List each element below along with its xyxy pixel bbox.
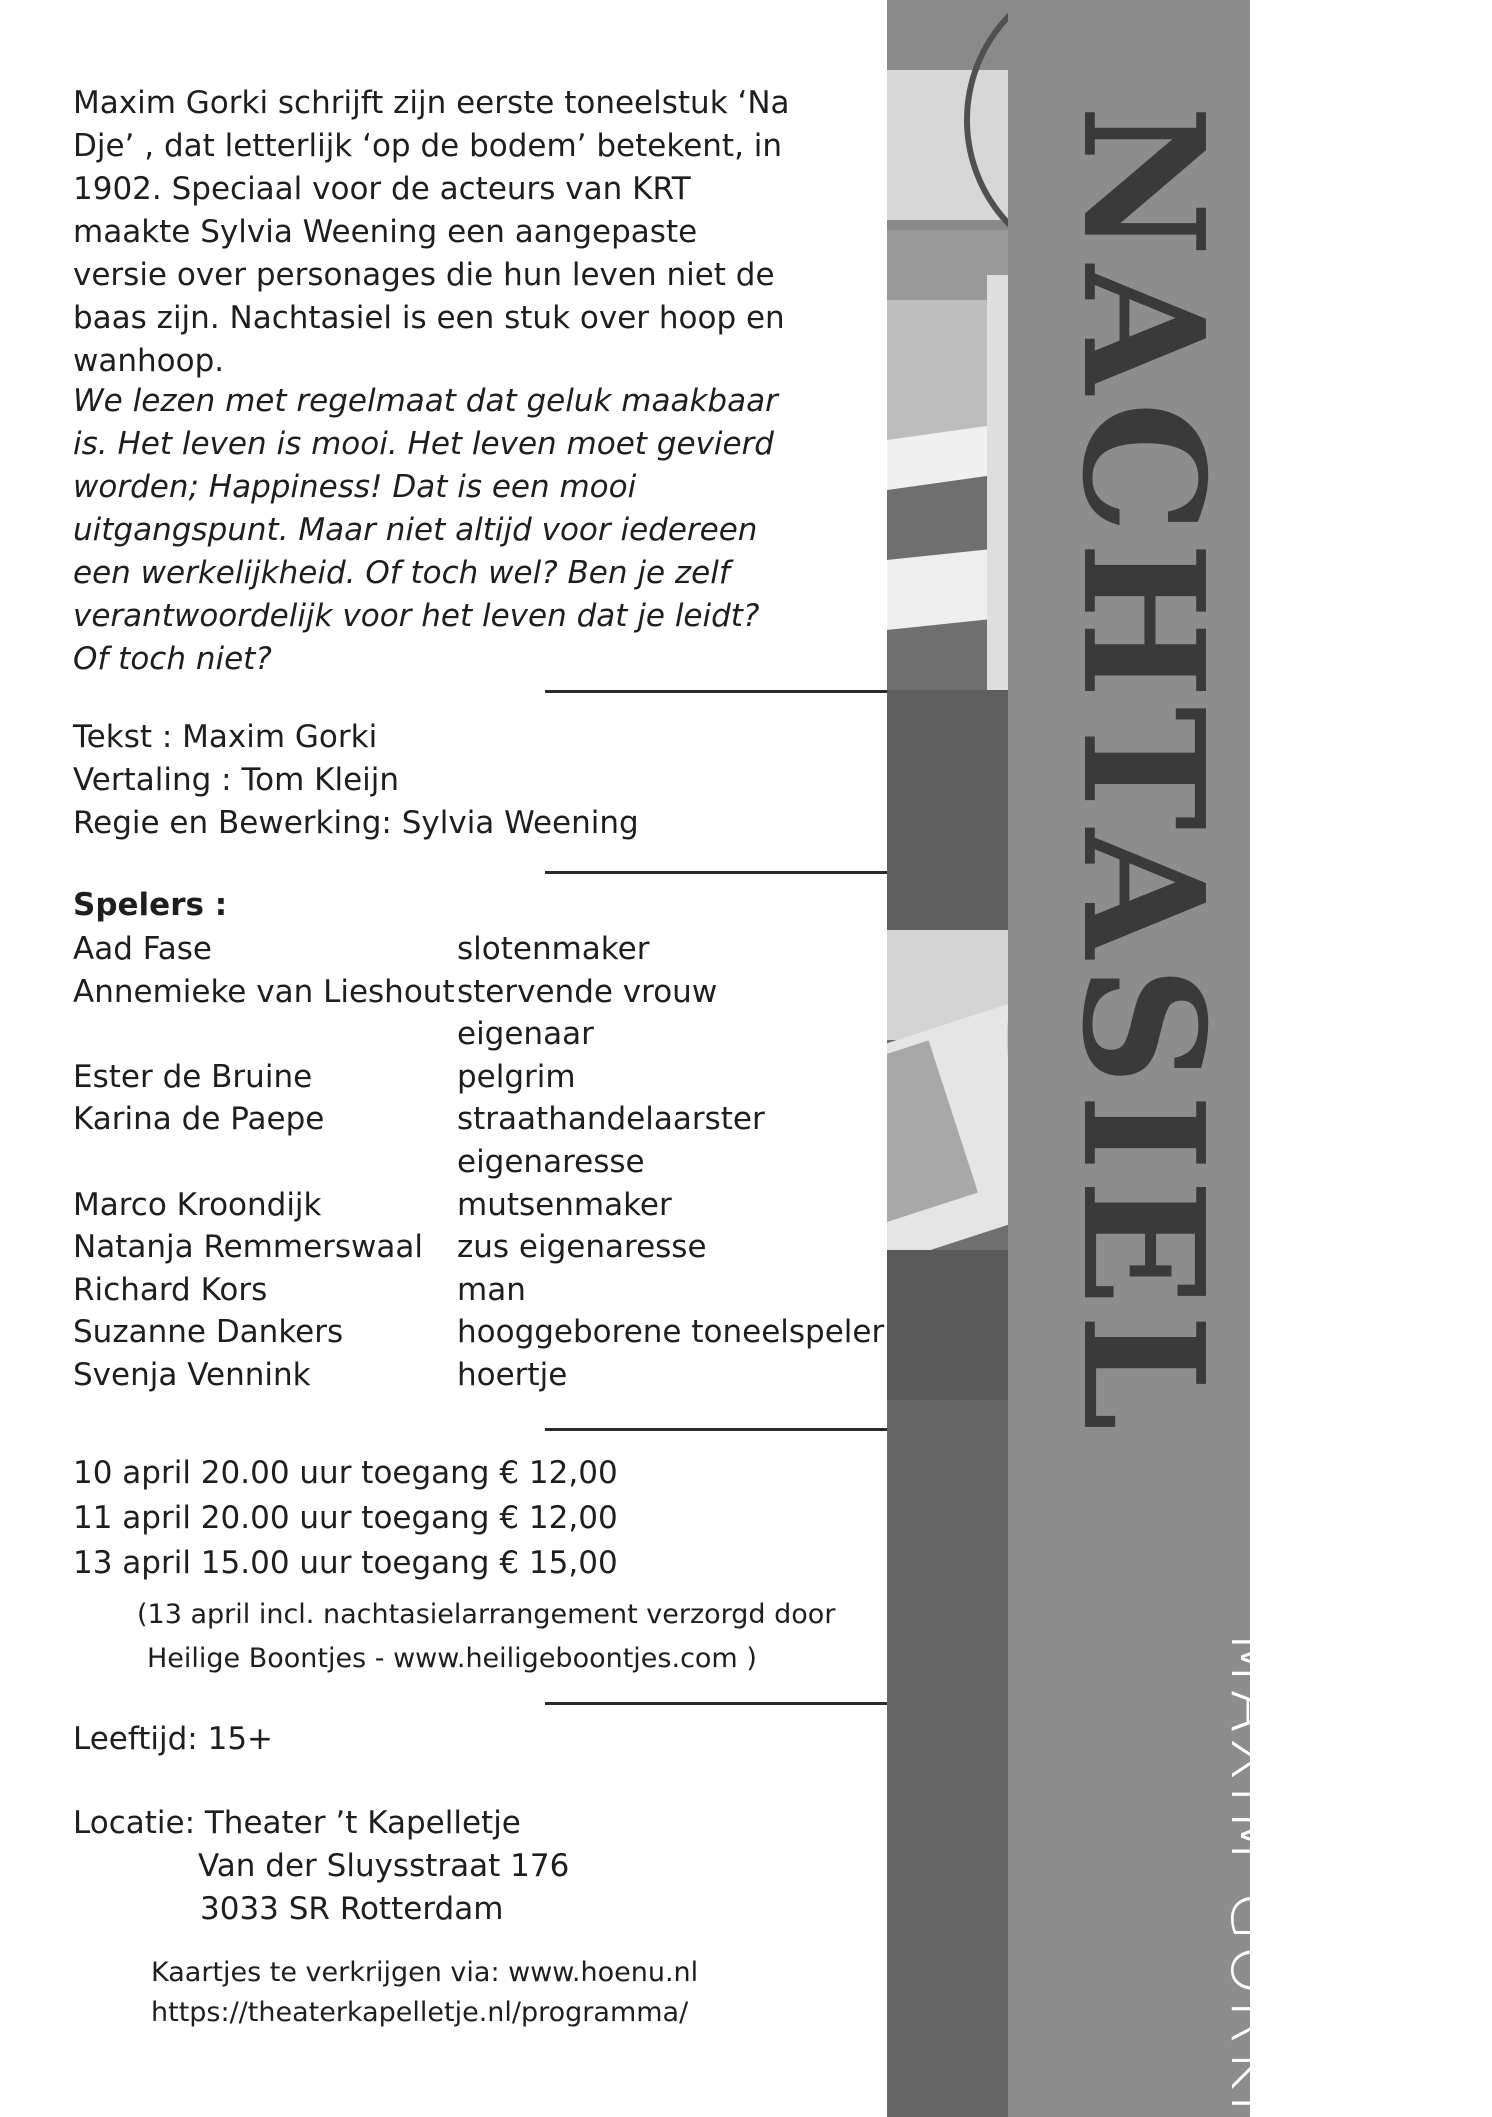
date-line: 11 april 20.00 uur toegang € 12,00 (73, 1500, 618, 1536)
divider (545, 1428, 887, 1431)
player-name: Ester de Bruine (73, 1058, 313, 1095)
credit-text: Tekst : Maxim Gorki (73, 719, 378, 755)
player-row (73, 1184, 893, 1227)
divider (545, 690, 887, 693)
show-title: NACHTASIEL (1045, 105, 1240, 1439)
player-row (73, 1098, 893, 1141)
player-name (73, 1141, 457, 1184)
player-row (73, 1269, 893, 1312)
note-line: (13 april incl. nachtasielarrangement verzorgd door (137, 1599, 836, 1630)
player-row (73, 1013, 893, 1056)
players-list (73, 928, 893, 1397)
player-row (73, 1226, 893, 1269)
performance-dates (73, 1451, 618, 1586)
credits (73, 716, 639, 845)
player-row (73, 1056, 893, 1099)
player-name: Karina de Paepe (73, 1101, 325, 1138)
intro-paragraph: Maxim Gorki schrijft zijn eerste toneelstuk ‘Na Dje’ , dat letterlijk ‘op de bodem’ betekent, in 1902. Speciaal voor de acteurs van KRT maakte Sylvia Weening een aangepaste versie over personages die hun leven niet de baas zijn. Nachtasiel is een stuk over hoop en wanhoop. (73, 85, 790, 379)
location-label: Locatie: Theater ’t Kapelletje (73, 1805, 521, 1841)
player-row (73, 1311, 893, 1354)
player-row (73, 971, 893, 1014)
arrangement-note (137, 1593, 835, 1681)
player-row (73, 1141, 893, 1184)
age-rating: Leeftijd: 15+ (73, 1721, 274, 1757)
player-role: man (457, 1271, 526, 1308)
divider (545, 1702, 887, 1705)
note-line: Heilige Boontjes - www.heiligeboontjes.com ) (147, 1643, 757, 1674)
ticket-info (151, 1953, 698, 2033)
player-role: hooggeborene toneelspeler (457, 1314, 885, 1351)
player-name: Suzanne Dankers (73, 1314, 344, 1351)
ticket-link[interactable]: https://theaterkapelletje.nl/programma/ (151, 1997, 689, 2028)
player-role: zus eigenaresse (457, 1229, 707, 1266)
player-name: Natanja Remmerswaal (73, 1229, 423, 1266)
quote-paragraph: We lezen met regelmaat dat geluk maakbaar is. Het leven is mooi. Het leven moet gevierd worden; Happiness! Dat is een mooi uitgangspunt. Maar niet altijd voor iedereen een werkelijkheid. Of toch wel? Ben je zelf verantwoordelijk voor het leven dat je leidt? Of toch niet? (73, 383, 778, 677)
player-role: hoertje (457, 1356, 568, 1393)
ticket-line: Kaartjes te verkrijgen via: www.hoenu.nl (151, 1957, 699, 1988)
player-row (73, 1354, 893, 1397)
credit-direction: Regie en Bewerking: Sylvia Weening (73, 805, 639, 841)
player-role: stervende vrouw (457, 973, 718, 1010)
player-role: mutsenmaker (457, 1186, 672, 1223)
divider (545, 871, 887, 874)
author-name: MAXIM GORKI (1216, 1630, 1290, 2117)
date-line: 13 april 15.00 uur toegang € 15,00 (73, 1545, 618, 1581)
location-city: 3033 SR Rotterdam (200, 1891, 504, 1927)
player-role: eigenaar (457, 1016, 594, 1053)
player-role: slotenmaker (457, 931, 650, 967)
player-name: Svenja Vennink (73, 1356, 311, 1393)
player-name: Richard Kors (73, 1271, 268, 1308)
date-line: 10 april 20.00 uur toegang € 12,00 (73, 1455, 618, 1491)
player-role: pelgrim (457, 1058, 576, 1095)
player-name: Annemieke van Lieshout (73, 973, 455, 1010)
player-role: eigenaresse (457, 1143, 645, 1180)
player-name: Aad Fase (73, 931, 212, 967)
location-street: Van der Sluysstraat 176 (198, 1848, 570, 1884)
player-name (73, 1013, 457, 1056)
player-role: straathandelaarster (457, 1101, 765, 1138)
credit-translation: Vertaling : Tom Kleijn (73, 762, 400, 798)
player-row (73, 928, 893, 971)
player-name: Marco Kroondijk (73, 1186, 322, 1223)
players-heading: Spelers : (73, 887, 228, 923)
